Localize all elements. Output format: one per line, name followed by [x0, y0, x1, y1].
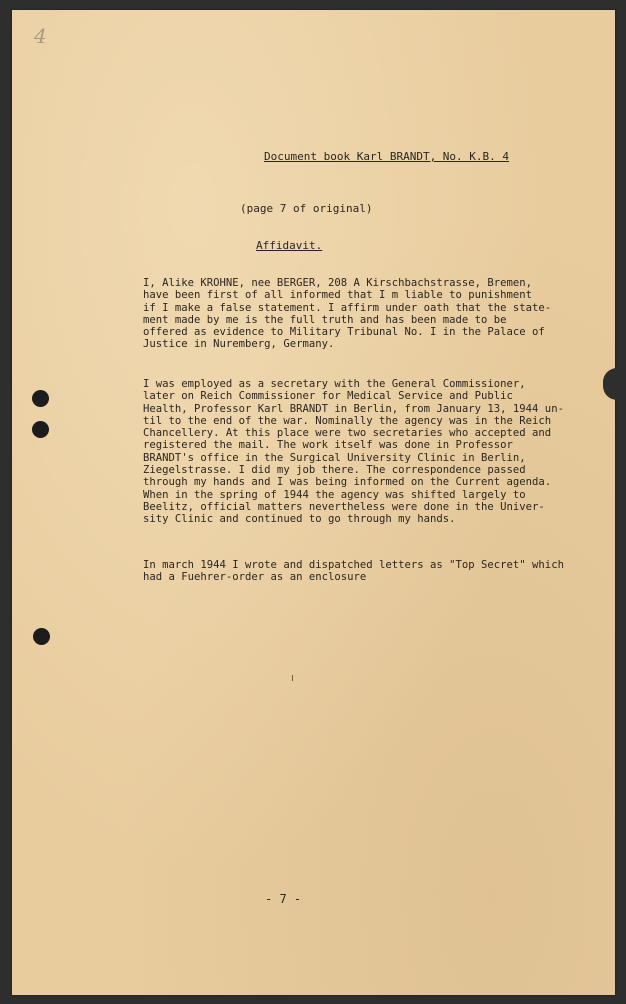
text-line: later on Reich Commissioner for Medical Service and Public: [143, 390, 513, 403]
edge-notch: [603, 368, 617, 400]
text-line: Beelitz, official matters nevertheless were done in the Univer-: [143, 500, 545, 513]
paper-speck: [292, 675, 293, 681]
text-line: In march 1944 I wrote and dispatched letters as "Top Secret" which: [143, 559, 564, 571]
paragraph-employment: [143, 378, 573, 526]
paragraph-letters: [143, 559, 573, 584]
affidavit-title: Affidavit.: [256, 239, 323, 252]
page-number: - 7 -: [265, 892, 302, 906]
text-line: sity Clinic and continued to go through my hands.: [143, 513, 456, 526]
text-line: Chancellery. At this place were two secretaries who accepted and: [143, 427, 552, 440]
text-line: Ziegelstrasse. I did my job there. The correspondence passed: [143, 464, 526, 477]
text-line: have been first of all informed that I m liable to punishment: [143, 289, 533, 302]
text-line: through my hands and I was being informed on the Current agenda.: [143, 476, 552, 489]
text-line: I, Alike KROHNE, nee BERGER, 208 A Kirschbachstrasse, Bremen,: [143, 277, 533, 289]
text-line: til to the end of the war. Nominally the agency was in the Reich: [143, 414, 552, 427]
text-line: When in the spring of 1944 the agency was shifted largely to: [143, 488, 526, 501]
text-line: I was employed as a secretary with the General Commissioner,: [143, 378, 526, 390]
document-book-header: Document book Karl BRANDT, No. K.B. 4: [264, 150, 510, 163]
pencil-mark: 4: [34, 24, 47, 48]
text-line: ment made by me is the full truth and has been made to be: [143, 313, 507, 326]
document-page: [12, 10, 615, 995]
text-line: if I make a false statement. I affirm under oath that the state-: [143, 301, 552, 314]
paragraph-oath: [143, 277, 573, 351]
text-line: had a Fuehrer-order as an enclosure: [143, 571, 367, 584]
text-line: registered the mail. The work itself was done in Professor: [143, 439, 513, 452]
text-line: Justice in Nuremberg, Germany.: [143, 338, 335, 351]
punch-hole: [32, 421, 49, 438]
punch-hole: [33, 628, 50, 645]
page-reference: (page 7 of original): [240, 202, 373, 215]
text-line: offered as evidence to Military Tribunal No. I in the Palace of: [143, 326, 545, 339]
punch-hole: [32, 390, 49, 407]
text-line: BRANDT's office in the Surgical University Clinic in Berlin,: [143, 451, 526, 464]
text-line: Health, Professor Karl BRANDT in Berlin, from January 13, 1944 un-: [143, 402, 564, 415]
